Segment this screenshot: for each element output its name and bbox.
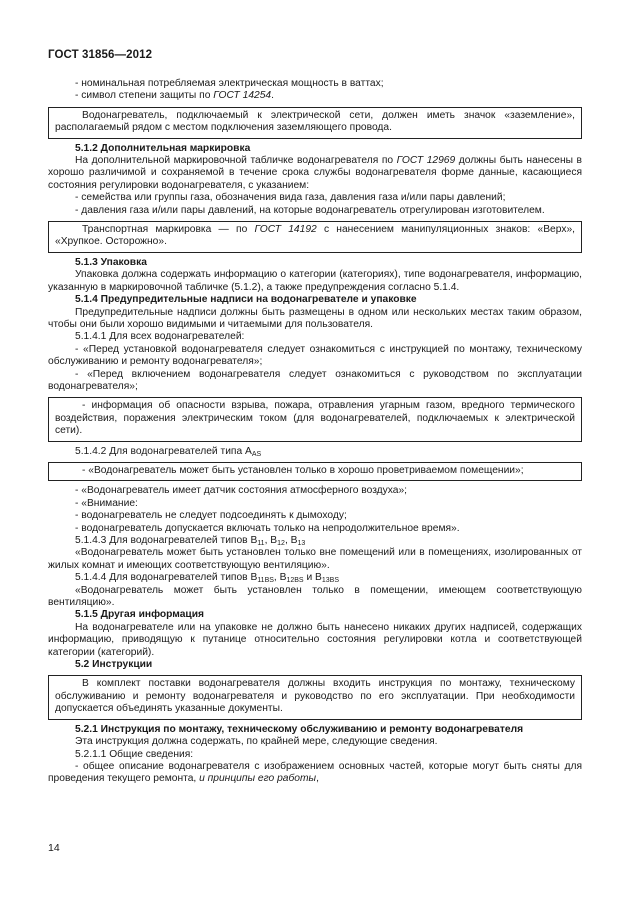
list-item: - «Перед включением водонагревателя следует ознакомиться с руководством по эксплуатации водонагревателя»; [48, 368, 582, 392]
paragraph: На дополнительной маркировочной табличке водонагревателя по ГОСТ 12969 должны быть нанесены в хорошо различимой и сохраняемой в течение срока службы водонагревателя форме данные, касающиеся состояния регулировки водонагревателя, с указанием: [48, 155, 582, 191]
document-body [48, 78, 582, 786]
section-heading: 5.2.1 Инструкция по монтажу, техническому обслуживанию и ремонту водонагревателя [75, 723, 524, 735]
list-item: - номинальная потребляемая электрическая мощность в ваттах; [75, 78, 384, 89]
list-item: - «Внимание: [75, 497, 138, 509]
list-item: - водонагреватель допускается включать только на непродолжительное время». [75, 522, 460, 534]
standard-reference: ГОСТ 14192 [254, 224, 317, 236]
paragraph: Предупредительные надписи должны быть размещены в одном или нескольких местах таким образом, чтобы они были хорошо видимыми и читаемыми для пользователя. [48, 306, 582, 330]
page-header-doc-id: ГОСТ 31856—2012 [48, 49, 153, 61]
paragraph: «Водонагреватель может быть установлен только в помещении, имеющем соответствующую вентиляцию». [48, 584, 582, 609]
section-heading: 5.1.5 Другая информация [75, 609, 205, 621]
standard-reference: ГОСТ 12969 [396, 155, 456, 167]
section-heading: 5.1.2 Дополнительная маркировка [75, 142, 251, 154]
page-number: 14 [48, 842, 60, 854]
boxed-note: - информация об опасности взрыва, пожара, отравления угарным газом, вредного термического воздействия, поражения электрическим током (для водонагревателей, подключаемых к электрической сети). [48, 397, 582, 441]
section-heading: 5.1.3 Упаковка [75, 256, 147, 268]
subsection-title: 5.2.1.1 Общие сведения: [75, 748, 194, 760]
standard-reference: ГОСТ 14254 [213, 90, 272, 102]
list-item: - давления газа и/или пары давлений, на которые водонагреватель отрегулирован изготовителем. [75, 204, 545, 216]
paragraph: На водонагревателе или на упаковке не должно быть нанесено никаких других надписей, содержащих информацию, приводящую к путанице относительно состояния регулировки котла и соответствующей категории (категорий). [48, 621, 582, 658]
list-item: - общее описание водонагревателя с изображением основных частей, которые могут быть сняты для проведения текущего ремонта, и принципы его работы, [48, 760, 582, 785]
subsection-title: 5.1.4.2 Для водонагревателей типа $A_{AS}$ [75, 445, 262, 458]
section-heading: 5.1.4 Предупредительные надписи на водонагревателе и упаковке [75, 294, 417, 306]
list-item: - «Перед установкой водонагревателя следует ознакомиться с инструкцией по монтажу, техническому обслуживанию и ремонту водонагревателя»; [48, 343, 582, 368]
boxed-note: - «Водонагреватель может быть установлен только в хорошо проветриваемом помещении»; [48, 462, 582, 481]
list-item: - водонагреватель не следует подсоединять к дымоходу; [75, 510, 347, 522]
list-item: - символ степени защиты по ГОСТ 14254. [75, 90, 274, 102]
paragraph: Эта инструкция должна содержать, по крайней мере, следующие сведения. [75, 736, 438, 748]
paragraph: Упаковка должна содержать информацию о категории (категориях), типе водонагревателя, информацию, указанную в маркировочной табличке (5.1.2), а также предупреждения согласно 5.1.4. [48, 269, 582, 293]
boxed-note: Транспортная маркировка — по ГОСТ 14192 с нанесением манипуляционных знаков: «Верх», «Хрупкое. Осторожно». [48, 221, 582, 253]
subsection-title: 5.1.4.4 Для водонагревателей типов $B_{11BS}$, $B_{12BS}$ и $B_{13BS}$ [75, 572, 339, 585]
boxed-note: Водонагреватель, подключаемый к электрической сети, должен иметь значок «заземление», располагаемый рядом с местом подключения заземляющего провода. [48, 107, 582, 139]
list-item: - семейства или группы газа, обозначения вида газа, давления газа и/или пары давлений; [75, 192, 506, 204]
boxed-note: В комплект поставки водонагревателя должны входить инструкция по монтажу, техническому обслуживанию и ремонту водонагревателя и руководство по его эксплуатации. При необходимости допускается объединять указанные документы. [48, 675, 582, 719]
list-item: - «Водонагреватель имеет датчик состояния атмосферного воздуха»; [75, 485, 408, 497]
section-heading: 5.2 Инструкции [75, 659, 153, 671]
paragraph: «Водонагреватель может быть установлен только вне помещений или в помещениях, изолированных от жилых комнат и имеющих соответствующую вентиляцию». [48, 547, 582, 571]
subsection-title: 5.1.4.1 Для всех водонагревателей: [75, 331, 245, 343]
subsection-title: 5.1.4.3 Для водонагревателей типов $B_{11}$, $B_{12}$, $B_{13}$ [75, 535, 306, 547]
